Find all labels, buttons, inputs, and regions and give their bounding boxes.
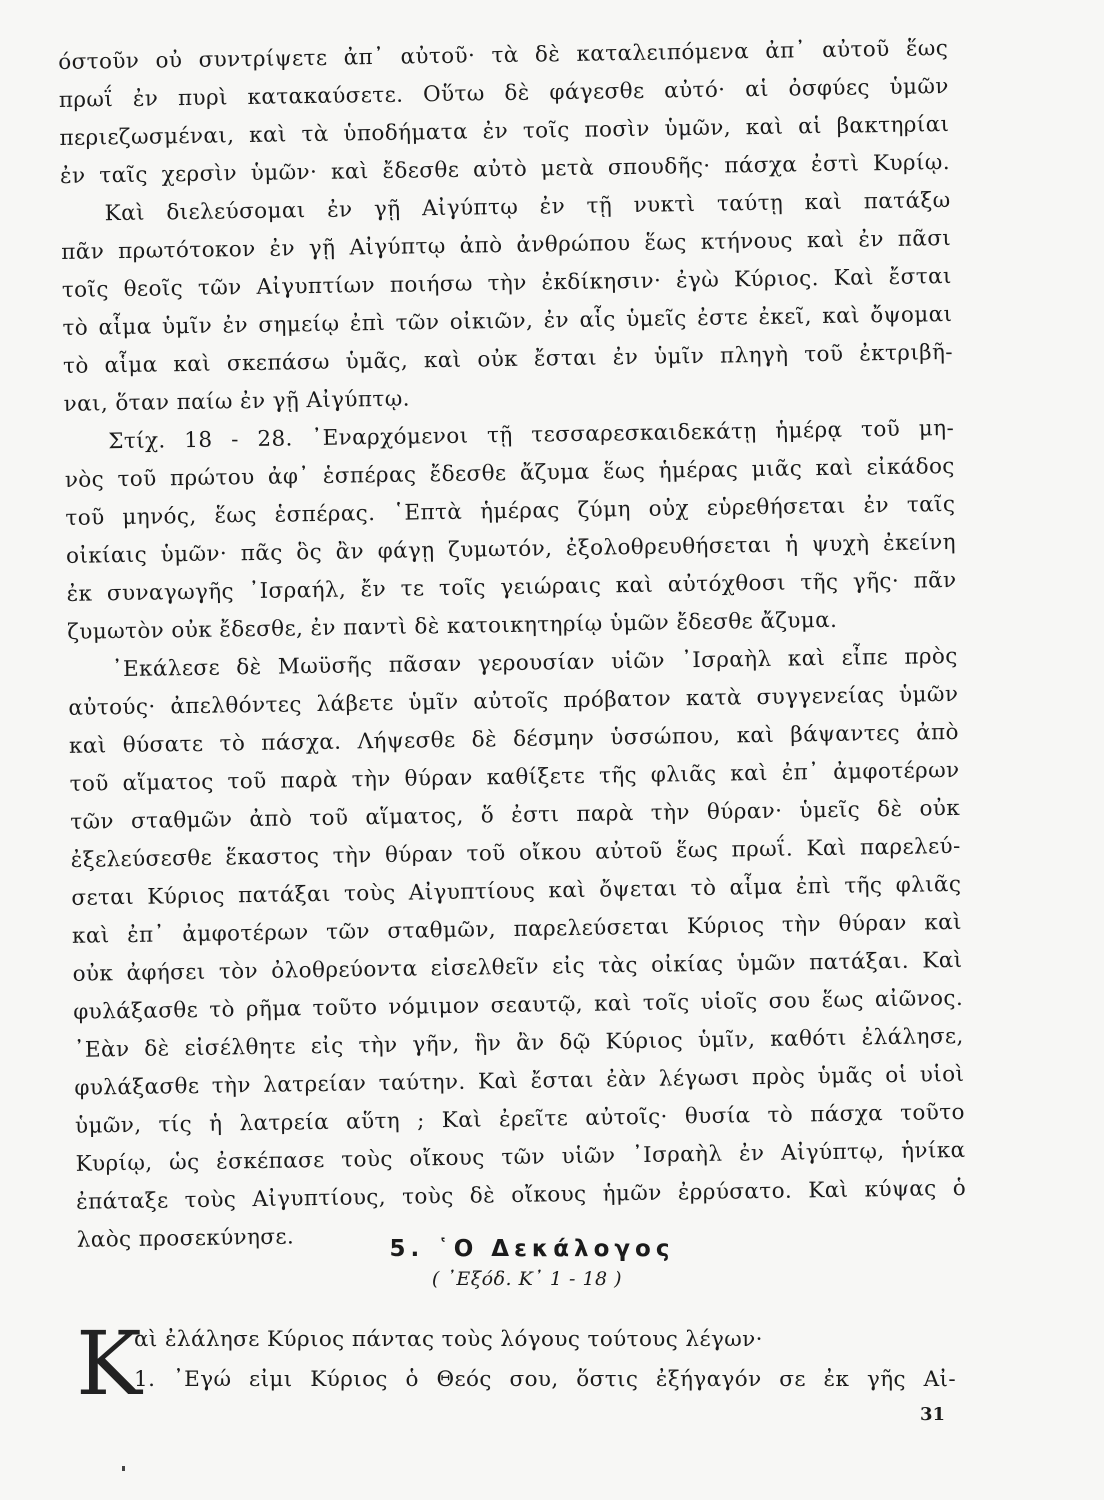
- text-line: αὐτούς· ἀπελθόντες λάβετε ὑμῖν αὐτοῖς πρόβατον κατὰ συγγενείας ὑμῶν: [68, 681, 959, 721]
- text-line: ᾽Εκάλεσε δὲ Μωϋσῆς πᾶσαν γερουσίαν υἱῶν ᾽Ισραὴλ καὶ εἶπε πρὸς: [111, 643, 958, 683]
- text-line: τὸ αἷμα καὶ σκεπάσω ὑμᾶς, καὶ οὐκ ἔσται ἐν ὑμῖν πληγὴ τοῦ ἐκτριβῆ-: [62, 339, 954, 379]
- text-line: οὐκ ἀφήσει τὸν ὀλοθρεύοντα εἰσελθεῖν εἰς τὰς οἰκίας ὑμῶν πατάξαι. Καὶ: [72, 947, 963, 987]
- text-line: ἐπάταξε τοὺς Αἰγυπτίους, τοὺς δὲ οἴκους ἡμῶν ἐρρύσατο. Καὶ κύψας ὁ: [76, 1175, 967, 1215]
- text-line: ναι, ὅταν παίω ἐν γῇ Αἰγύπτῳ.: [63, 386, 411, 417]
- text-line: καὶ ἐπ᾽ ἀμφοτέρων τῶν σταθμῶν, παρελεύσεται Κύριος τὴν θύραν καὶ: [71, 909, 963, 949]
- text-line: νὸς τοῦ πρώτου ἀφ᾽ ἑσπέρας ἔδεσθε ἄζυμα ἕως ἡμέρας μιᾶς καὶ εἰκάδος: [64, 453, 955, 493]
- text-line: ἐκ συναγωγῆς ᾽Ισραήλ, ἔν τε τοῖς γειώραις καὶ αὐτόχθοσι τῆς γῆς· πᾶν: [66, 567, 957, 607]
- section-reference: ( ᾽Εξόδ. Κ᾽ 1 - 18 ): [431, 1268, 623, 1290]
- text-line: όστοῦν οὐ συντρίψετε ἀπ᾽ αὐτοῦ· τὰ δὲ καταλειπόμενα ἀπ᾽ αὐτοῦ ἕως: [58, 36, 949, 75]
- text-line: σεται Κύριος πατάξαι τοὺς Αἰγυπτίους καὶ ὄψεται τὸ αἷμα ἐπὶ τῆς φλιᾶς: [71, 871, 962, 911]
- text-line: οἰκίαις ὑμῶν· πᾶς ὃς ἂν φάγῃ ζυμωτόν, ἐξολοθρευθήσεται ἡ ψυχὴ ἐκείνη: [65, 529, 957, 569]
- text-line: πᾶν πρωτότοκον ἐν γῇ Αἰγύπτῳ ἀπὸ ἀνθρώπου ἕως κτήνους καὶ ἐν πᾶσι: [61, 225, 952, 265]
- text-line: ζυμωτὸν οὐκ ἔδεσθε, ἐν παντὶ δὲ κατοικητηρίῳ ὑμῶν ἔδεσθε ἄζυμα.: [67, 607, 838, 645]
- print-speck: [122, 1466, 125, 1471]
- text-line: καὶ θύσατε τὸ πάσχα. Λήψεσθε δὲ δέσμην ὑσσώπου, καὶ βάψαντες ἀπὸ: [68, 719, 960, 759]
- drop-cap: Κ: [76, 1312, 143, 1415]
- text-line: τοῦ αἵματος τοῦ παρὰ τὴν θύραν καθίξετε τῆς φλιᾶς καὶ ἐπ᾽ ἀμφοτέρων: [69, 757, 960, 797]
- page-number: 31: [920, 1404, 946, 1425]
- text-line: αὶ ἐλάλησε Κύριος πάντας τοὺς λόγους τούτους λέγων·: [134, 1327, 763, 1352]
- text-line: φυλάξασθε τὴν λατρείαν ταύτην. Καὶ ἔσται ἐὰν λέγωσι πρὸς ὑμᾶς οἱ υἱοὶ: [74, 1061, 965, 1101]
- text-line: περιεζωσμέναι, καὶ τὰ ὑποδήματα ἐν τοῖς ποσὶν ὑμῶν, καὶ αἱ βακτηρίαι: [59, 112, 950, 151]
- text-line: ἐξελεύσεσθε ἕκαστος τὴν θύραν τοῦ οἴκου αὐτοῦ ἕως πρωΐ. Καὶ παρελεύ-: [70, 833, 961, 873]
- text-line: Κυρίῳ, ὡς ἐσκέπασε τοὺς οἴκους τῶν υἱῶν ᾽Ισραὴλ ἐν Αἰγύπτῳ, ἡνίκα: [75, 1137, 966, 1177]
- text-line: ἐν ταῖς χερσὶν ὑμῶν· καὶ ἔδεσθε αὐτὸ μετὰ σπουδῆς· πάσχα ἐστὶ Κυρίῳ.: [59, 150, 951, 189]
- text-line: 1. ᾽Εγώ εἰμι Κύριος ὁ Θεός σου, ὅστις ἐξήγαγόν σε ἐκ γῆς Αἰ-: [134, 1367, 956, 1392]
- text-line: φυλάξασθε τὸ ρῆμα τοῦτο νόμιμον σεαυτῷ, καὶ τοῖς υἱοῖς σου ἕως αἰῶνος.: [73, 985, 964, 1025]
- text-line: τὸ αἷμα ὑμῖν ἐν σημείῳ ἐπὶ τῶν οἰκιῶν, ἐν αἷς ὑμεῖς ἐστε ἐκεῖ, καὶ ὄψομαι: [62, 301, 953, 341]
- body-text: [58, 30, 967, 1260]
- text-line: λαὸς προσεκύνησε.: [76, 1224, 295, 1253]
- text-line: τῶν σταθμῶν ἀπὸ τοῦ αἵματος, ὅ ἐστι παρὰ τὴν θύραν· ὑμεῖς δὲ οὐκ: [70, 795, 961, 835]
- section-title: 5. ῾Ο Δεκάλογος: [389, 1236, 675, 1262]
- section-heading: [0, 1236, 1104, 1290]
- text-line: Στίχ. 18 - 28. ᾽Εναρχόμενοι τῇ τεσσαρεσκαιδεκάτῃ ἡμέρᾳ τοῦ μη-: [108, 415, 955, 455]
- text-line: Καὶ διελεύσομαι ἐν γῇ Αἰγύπτῳ ἐν τῇ νυκτὶ ταύτῃ καὶ πατάξω: [104, 188, 951, 227]
- text-line: ὑμῶν, τίς ἡ λατρεία αὕτη ; Καὶ ἐρεῖτε αὐτοῖς· θυσία τὸ πάσχα τοῦτο: [74, 1099, 966, 1139]
- text-line: τοῖς θεοῖς τῶν Αἰγυπτίων ποιήσω τὴν ἐκδίκησιν· ἐγὼ Κύριος. Καὶ ἔσται: [61, 263, 952, 303]
- text-line: ᾽Εὰν δὲ εἰσέλθητε εἰς τὴν γῆν, ἣν ἂν δῷ Κύριος ὑμῖν, καθότι ἐλάλησε,: [73, 1023, 964, 1063]
- text-line: πρωΐ ἐν πυρὶ κατακαύσετε. Οὕτω δὲ φάγεσθε αὐτό· αἱ ὀσφύες ὑμῶν: [58, 74, 949, 113]
- text-line: τοῦ μηνός, ἕως ἑσπέρας. ῾Επτὰ ἡμέρας ζύμη οὐχ εὑρεθήσεται ἐν ταῖς: [65, 491, 956, 531]
